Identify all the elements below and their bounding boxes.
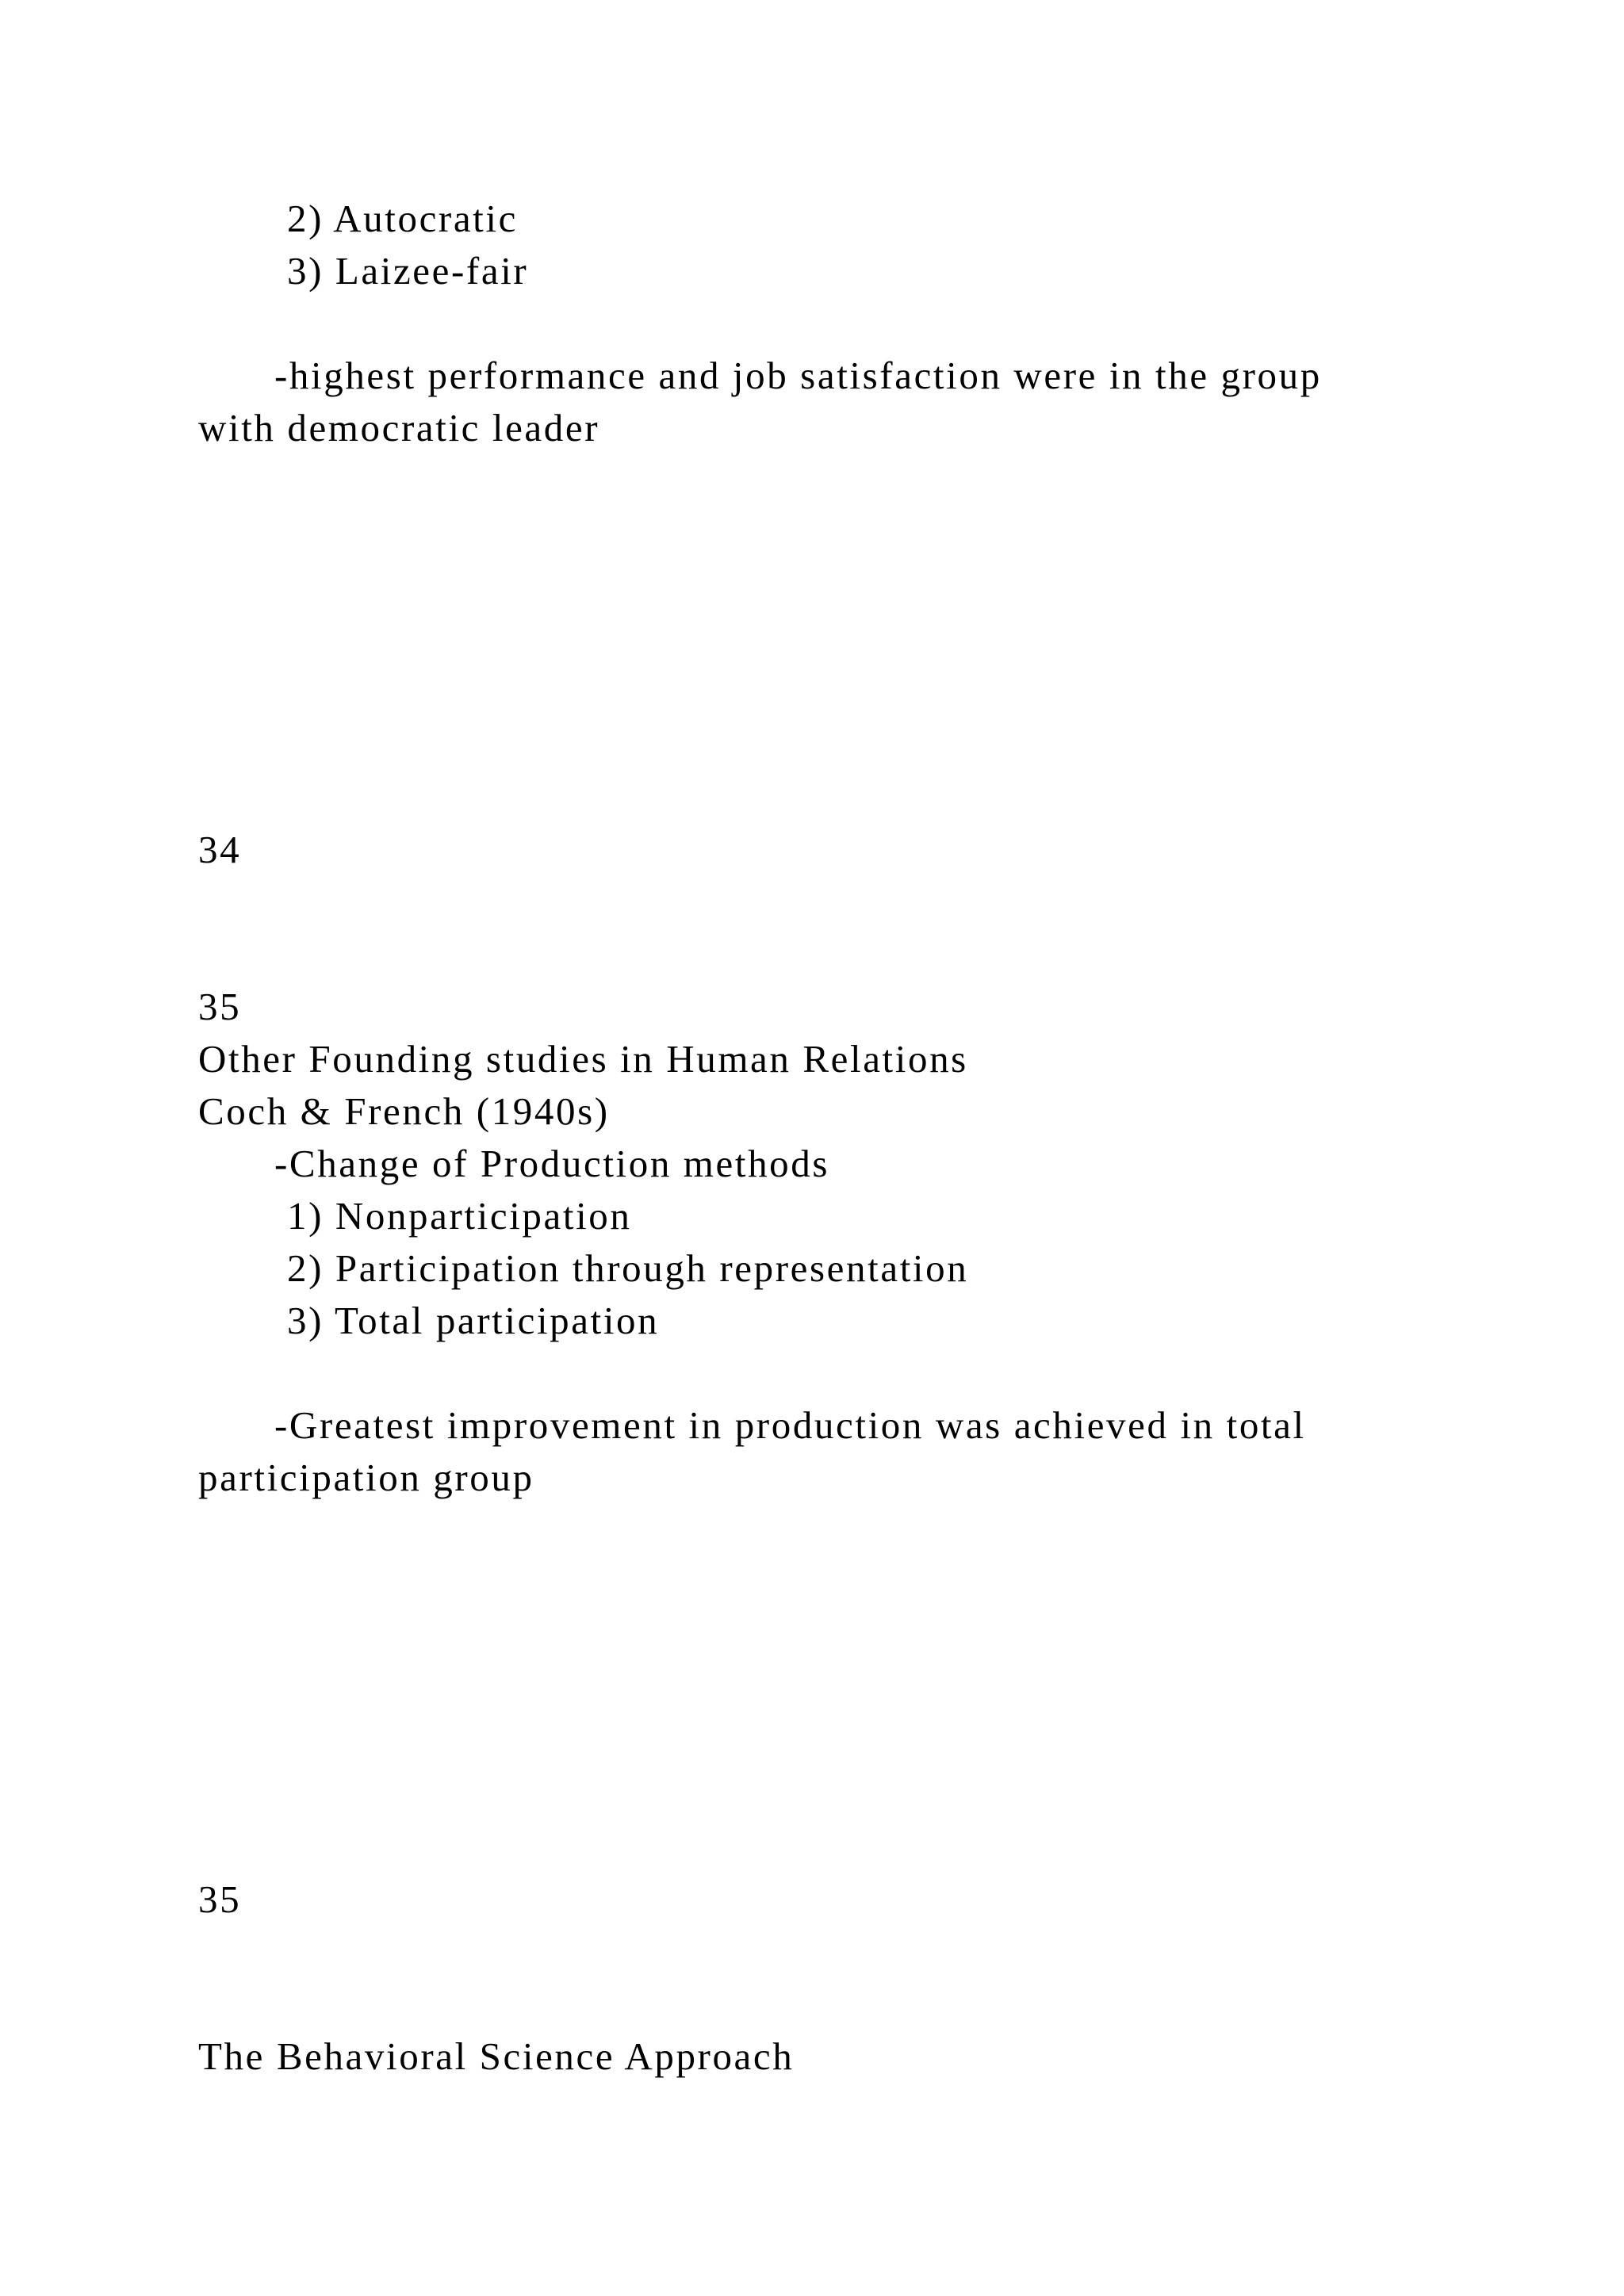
finding-text-line-1: -highest performance and job satisfaction were in the group bbox=[274, 354, 1322, 397]
finding-text-line-2: participation group bbox=[198, 1456, 534, 1499]
list-item-representation: 2) Participation through representation bbox=[287, 1246, 969, 1290]
section-title-behavioral-science: The Behavioral Science Approach bbox=[198, 2034, 795, 2078]
section-title-founding-studies: Other Founding studies in Human Relations bbox=[198, 1037, 968, 1081]
study-subtitle: -Change of Production methods bbox=[274, 1142, 830, 1185]
list-item-autocratic: 2) Autocratic bbox=[287, 197, 518, 240]
page-number-34: 34 bbox=[198, 828, 242, 871]
study-heading-coch-french: Coch & French (1940s) bbox=[198, 1089, 610, 1133]
list-item-laizee-fair: 3) Laizee-fair bbox=[287, 249, 529, 293]
page-number-35: 35 bbox=[198, 1877, 242, 1921]
list-item-nonparticipation: 1) Nonparticipation bbox=[287, 1194, 632, 1238]
list-item-total-participation: 3) Total participation bbox=[287, 1299, 660, 1342]
finding-text-line-1: -Greatest improvement in production was achieved in total bbox=[274, 1403, 1306, 1447]
finding-text-line-2: with democratic leader bbox=[198, 406, 600, 450]
slide-number-35: 35 bbox=[198, 985, 242, 1028]
